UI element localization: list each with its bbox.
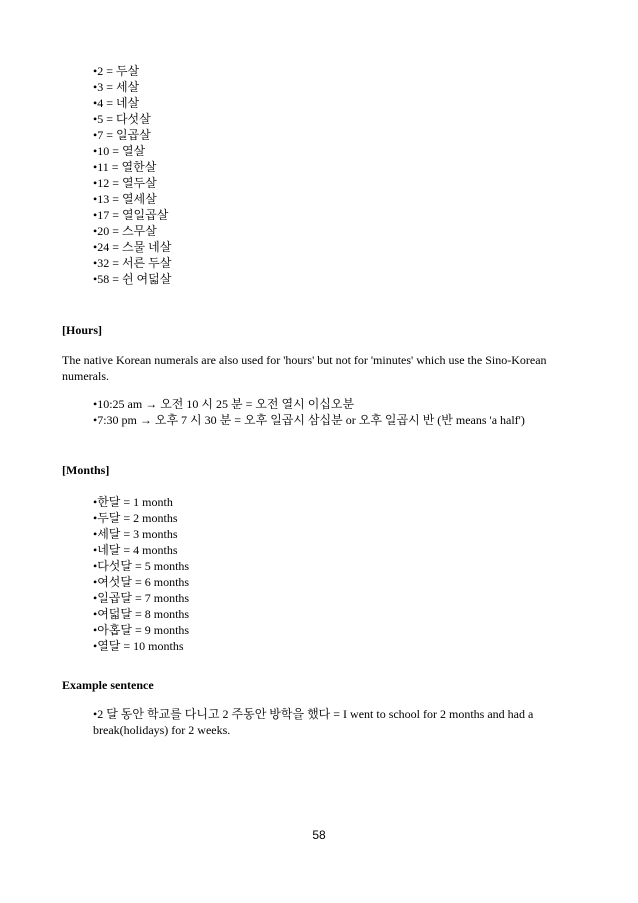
list-item: •58 = 쉰 여덟살 xyxy=(93,272,172,286)
list-item: •17 = 열일곱살 xyxy=(93,208,169,222)
list-item: •세달 = 3 months xyxy=(93,527,178,541)
list-item: •두달 = 2 months xyxy=(93,511,178,525)
list-item: •여섯달 = 6 months xyxy=(93,575,190,589)
list-item: •32 = 서른 두살 xyxy=(93,256,172,270)
list-item: •한달 = 1 month xyxy=(93,495,173,509)
list-item: •아홉달 = 9 months xyxy=(93,623,190,637)
list-item: •5 = 다섯살 xyxy=(93,112,151,126)
time-examples-list xyxy=(93,396,525,428)
example-sentence-heading: Example sentence xyxy=(62,678,154,692)
list-item: •10:25 am → 오전 10 시 25 분 = 오전 열시 이십오분 xyxy=(93,397,355,411)
list-item: •다섯달 = 5 months xyxy=(93,559,190,573)
list-item: •11 = 열한살 xyxy=(93,160,157,174)
list-item: •2 = 두살 xyxy=(93,64,140,78)
list-item: •7 = 일곱살 xyxy=(93,128,151,142)
months-heading: [Months] xyxy=(62,463,110,477)
list-item: •20 = 스무살 xyxy=(93,224,157,238)
hours-heading: [Hours] xyxy=(62,323,102,337)
list-item: •네달 = 4 months xyxy=(93,543,178,557)
months-list xyxy=(93,494,189,654)
list-item: •24 = 스물 네살 xyxy=(93,240,172,254)
list-item: •4 = 네살 xyxy=(93,96,140,110)
list-item: •열달 = 10 months xyxy=(93,639,184,653)
list-item: •12 = 열두살 xyxy=(93,176,157,190)
age-list xyxy=(93,63,171,287)
page-number: 58 xyxy=(312,828,326,842)
list-item: •7:30 pm → 오후 7 시 30 분 = 오후 일곱시 삼십분 or 오후 일곱시 반 (반 means 'a half') xyxy=(93,413,525,427)
list-item: •2 달 동안 학교를 다니고 2 주동안 방학을 했다 = I went to school for 2 months and had a break(holidays) for 2 weeks. xyxy=(93,707,534,737)
hours-paragraph: The native Korean numerals are also used for 'hours' but not for 'minutes' which use the Sino-Korean numerals. xyxy=(62,353,547,383)
list-item: •여덟달 = 8 months xyxy=(93,607,190,621)
list-item: •일곱달 = 7 months xyxy=(93,591,190,605)
list-item: •13 = 열세살 xyxy=(93,192,157,206)
list-item: •10 = 열살 xyxy=(93,144,146,158)
example-sentence-list xyxy=(93,706,583,738)
list-item: •3 = 세살 xyxy=(93,80,140,94)
